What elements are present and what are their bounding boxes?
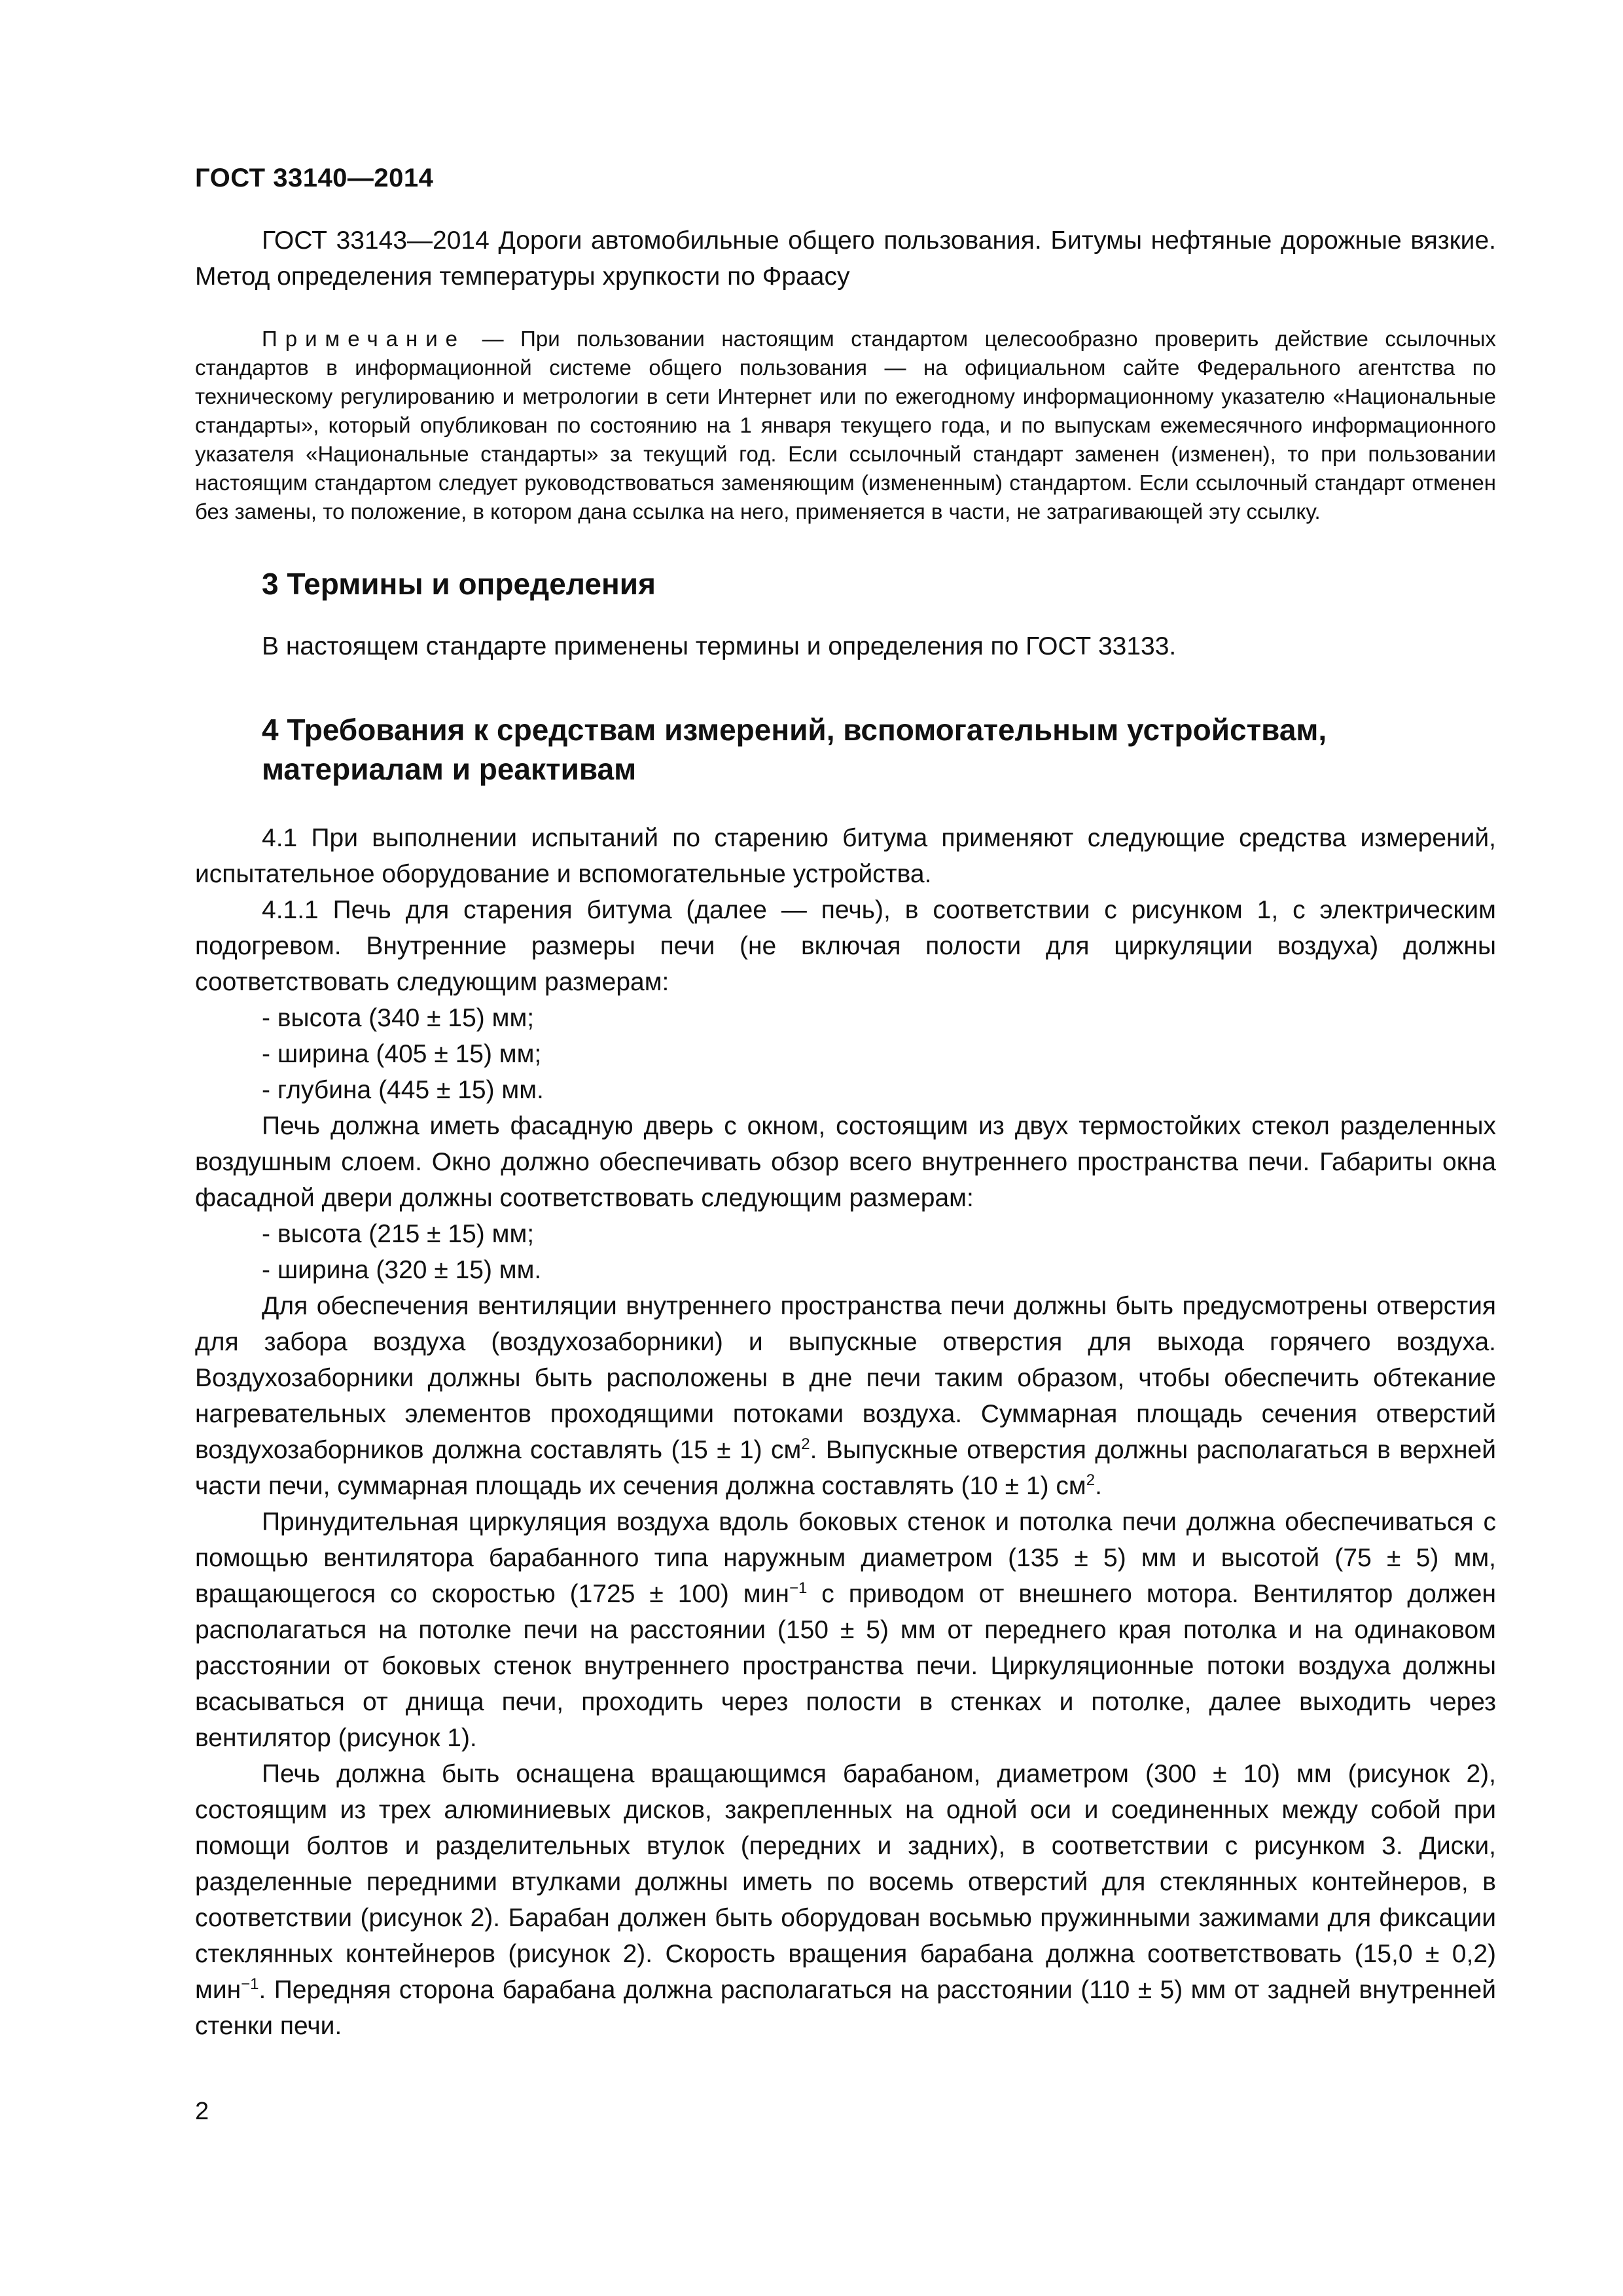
drum-paragraph bbox=[195, 1756, 1496, 2044]
drum-text-a: Печь должна быть оснащена вращающимся барабаном, диаметром (300 ± 10) мм (рисунок 2), состоящим из трех алюминиевых дисков, закрепленных на одной оси и соединенных между собой при помощи болтов и разделительных втулок (передних и задних), в соответствии с рисунком 3. Диски, разделенные передними втулками должны иметь по восемь отверстий для стеклянных контейнеров, в соответствии (рисунок 2). Барабан должен быть оборудован восьмью пружинными зажимами для фиксации стеклянных контейнеров (рисунок 2). Скорость вращения барабана должна соответствовать (15,0 ± 0,2) мин bbox=[195, 1760, 1496, 2004]
paragraph-4-1-1: 4.1.1 Печь для старения битума (далее — печь), в соответствии с рисунком 1, с электрическим подогревом. Внутренние размеры печи (не включая полости для циркуляции воздуха) должны соответствовать следующим размерам: bbox=[195, 896, 1496, 996]
superscript: −1 bbox=[789, 1579, 808, 1597]
reference-gost-33143: ГОСТ 33143—2014 Дороги автомобильные общего пользования. Битумы нефтяные дорожные вязкие. Метод определения температуры хрупкости по Фраасу bbox=[195, 226, 1496, 291]
ventilation-text-a: Для обеспечения вентиляции внутреннего пространства печи должны быть предусмотрены отверстия для забора воздуха (воздухозаборники) и выпускные отверстия для выхода горячего воздуха. Воздухозаборники должны быть расположены в дне печи таким образом, чтобы обеспечить обтекание нагревательных элементов проходящими потоками воздуха. Суммарная площадь сечения отверстий воздухозаборников должна составлять (15 ± 1) см bbox=[195, 1292, 1496, 1464]
superscript: 2 bbox=[801, 1435, 810, 1453]
oven-dimension-item: - высота (340 ± 15) мм; bbox=[262, 1004, 535, 1032]
paragraph-4-1: 4.1 При выполнении испытаний по старению битума применяют следующие средства измерений, испытательное оборудование и вспомогательные устройства. bbox=[195, 824, 1496, 888]
ventilation-text-b: . Выпускные отверстия должны располагаться в верхней части печи, суммарная площадь их сечения должна составлять (10 ± 1) см bbox=[195, 1436, 1496, 1500]
superscript: 2 bbox=[1086, 1471, 1096, 1489]
oven-dimension-item: - глубина (445 ± 15) мм. bbox=[262, 1076, 544, 1104]
section-3-heading: 3 Термины и определения bbox=[262, 567, 656, 601]
fan-text-b: с приводом от внешнего мотора. Вентилятор должен располагаться на потолке печи на расстоянии (150 ± 5) мм от переднего края потолка и на одинаковом расстоянии от боковых стенок внутреннего пространства печи. Циркуляционные потоки воздуха должны всасываться от днища печи, проходить через полости в стенках и потолке, далее выходить через вентилятор (рисунок 1). bbox=[195, 1580, 1496, 1752]
section-4-heading: 4 Требования к средствам измерений, вспомогательным устройствам, материалам и реактивам bbox=[262, 713, 1327, 786]
window-dimension-item: - высота (215 ± 15) мм; bbox=[262, 1220, 535, 1248]
oven-dimension-item: - ширина (405 ± 15) мм; bbox=[262, 1040, 542, 1068]
section-3-text: В настоящем стандарте применены термины и определения по ГОСТ 33133. bbox=[262, 632, 1177, 660]
superscript: −1 bbox=[241, 1975, 259, 1993]
note-text: — При пользовании настоящим стандартом целесообразно проверить действие ссылочных стандартов в информационной системе общего пользования — на официальном сайте Федерального агентства по техническому регулированию и метрологии в сети Интернет или по ежегодному информационному указателю «Национальные стандарты», который опубликован по состоянию на 1 января текущего года, и по выпускам ежемесячного информационного указателя «Национальные стандарты» за текущий год. Если ссылочный стандарт заменен (изменен), то при пользовании настоящим стандартом следует руководствоваться заменяющим (измененным) стандартом. Если ссылочный стандарт отменен без замены, то положение, в котором дана ссылка на него, применяется в части, не затрагивающей эту ссылку. bbox=[195, 327, 1496, 524]
ventilation-paragraph bbox=[195, 1288, 1496, 1504]
document-body bbox=[195, 223, 1496, 2044]
fan-paragraph bbox=[195, 1504, 1496, 1756]
door-paragraph: Печь должна иметь фасадную дверь с окном, состоящим из двух термостойких стекол разделенных воздушным слоем. Окно должно обеспечивать обзор всего внутреннего пространства печи. Габариты окна фасадной двери должны соответствовать следующим размерам: bbox=[195, 1112, 1496, 1212]
document-header: ГОСТ 33140—2014 bbox=[195, 164, 434, 192]
ventilation-text-c: . bbox=[1095, 1472, 1102, 1500]
note-paragraph bbox=[195, 325, 1496, 526]
drum-text-b: . Передняя сторона барабана должна располагаться на расстоянии (110 ± 5) мм от задней внутренней стенки печи. bbox=[195, 1976, 1496, 2040]
fan-text-a: Принудительная циркуляция воздуха вдоль боковых стенок и потолка печи должна обеспечиваться с помощью вентилятора барабанного типа наружным диаметром (135 ± 5) мм и высотой (75 ± 5) мм, вращающегося со скоростью (1725 ± 100) мин bbox=[195, 1508, 1496, 1608]
note-label: Примечание bbox=[262, 327, 466, 351]
window-dimension-item: - ширина (320 ± 15) мм. bbox=[262, 1256, 542, 1284]
page-number: 2 bbox=[195, 2098, 209, 2125]
